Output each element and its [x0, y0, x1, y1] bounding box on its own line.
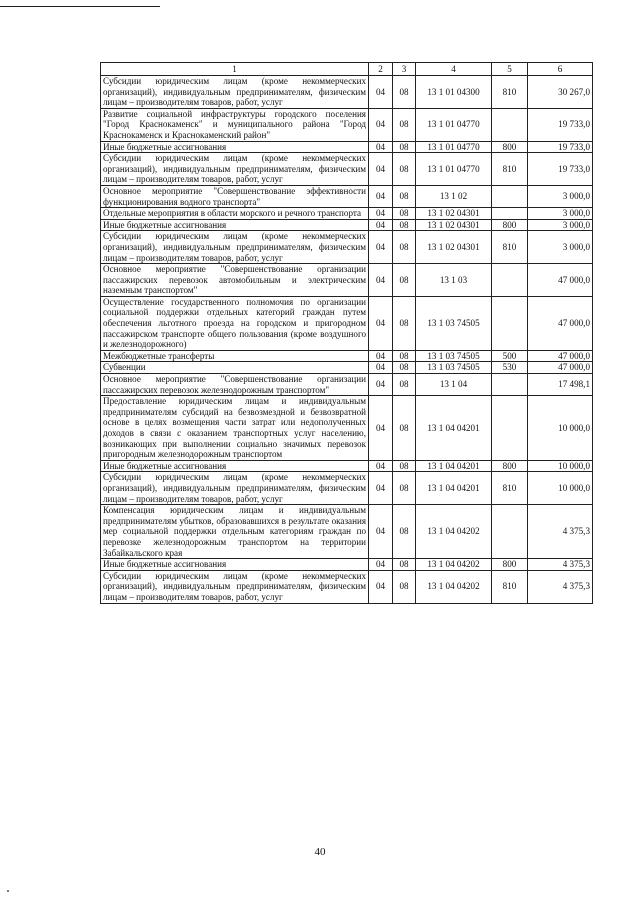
cell-subsection: 08: [393, 296, 416, 350]
cell-subsection: 08: [393, 108, 416, 141]
cell-amount: 10 000,0: [528, 460, 593, 472]
cell-subsection: 08: [393, 362, 416, 374]
table-row: [101, 76, 593, 109]
cell-amount: 3 000,0: [528, 231, 593, 264]
cell-section: 04: [369, 108, 393, 141]
cell-name: Иные бюджетные ассигнования: [101, 460, 369, 472]
cell-section: 04: [369, 208, 393, 220]
cell-expense-type: 800: [492, 219, 528, 231]
cell-name: Субсидии юридическим лицам (кроме некоммерческих организаций), индивидуальным предпринимателям, физическим лицам – производителям товаров, работ, услуг: [101, 76, 369, 109]
cell-amount: 19 733,0: [528, 108, 593, 141]
cell-target-article: 13 1 04 04202: [416, 559, 492, 571]
cell-amount: 4 375,3: [528, 559, 593, 571]
cell-section: 04: [369, 76, 393, 109]
cell-subsection: 08: [393, 396, 416, 461]
cell-expense-type: 810: [492, 76, 528, 109]
cell-name: Субсидии юридическим лицам (кроме некоммерческих организаций), индивидуальным предпринимателям, физическим лицам – производителям товаров, работ, услуг: [101, 472, 369, 505]
table-row: [101, 505, 593, 559]
table-row: [101, 570, 593, 603]
cell-name: Субсидии юридическим лицам (кроме некоммерческих организаций), индивидуальным предпринимателям, физическим лицам – производителям товаров, работ, услуг: [101, 153, 369, 186]
cell-name: Компенсация юридическим лицам и индивидуальным предпринимателям убытков, образовавшихся в результате оказания мер социальной поддержки отдельным категориям граждан по перевозке железнодорожным транспортом на территории Забайкальского края: [101, 505, 369, 559]
scan-mark: [7, 890, 9, 892]
cell-expense-type: 800: [492, 141, 528, 153]
cell-amount: 47 000,0: [528, 350, 593, 362]
cell-amount: 3 000,0: [528, 219, 593, 231]
cell-subsection: 08: [393, 472, 416, 505]
cell-amount: 19 733,0: [528, 153, 593, 186]
page-number: 40: [314, 846, 326, 858]
cell-name: Иные бюджетные ассигнования: [101, 219, 369, 231]
cell-target-article: 13 1 01 04770: [416, 108, 492, 141]
cell-section: 04: [369, 264, 393, 297]
cell-subsection: 08: [393, 141, 416, 153]
cell-expense-type: 810: [492, 153, 528, 186]
table-row: [101, 185, 593, 207]
cell-name: Межбюджетные трансферты: [101, 350, 369, 362]
cell-expense-type: 530: [492, 362, 528, 374]
cell-expense-type: [492, 185, 528, 207]
table-row: [101, 472, 593, 505]
cell-target-article: 13 1 03 74505: [416, 296, 492, 350]
cell-name: Отдельные мероприятия в области морского и речного транспорта: [101, 208, 369, 220]
table-row: [101, 153, 593, 186]
table-row: [101, 141, 593, 153]
column-header: 4: [416, 63, 492, 76]
table-row: [101, 219, 593, 231]
cell-expense-type: 500: [492, 350, 528, 362]
cell-name: Основное мероприятие "Совершенствование организации пассажирских перевозок автомобильным и электрическим наземным транспортом": [101, 264, 369, 297]
cell-target-article: 13 1 04: [416, 374, 492, 396]
cell-subsection: 08: [393, 350, 416, 362]
column-header: 1: [101, 63, 369, 76]
cell-subsection: 08: [393, 570, 416, 603]
cell-expense-type: [492, 264, 528, 297]
column-header: 2: [369, 63, 393, 76]
cell-name: Основное мероприятие "Совершенствование эффективности функционирования водного транспорта": [101, 185, 369, 207]
cell-expense-type: [492, 208, 528, 220]
cell-expense-type: 800: [492, 460, 528, 472]
table-row: [101, 396, 593, 461]
cell-expense-type: [492, 374, 528, 396]
cell-target-article: 13 1 01 04770: [416, 141, 492, 153]
cell-section: 04: [369, 570, 393, 603]
cell-subsection: 08: [393, 153, 416, 186]
cell-amount: 4 375,3: [528, 570, 593, 603]
cell-section: 04: [369, 472, 393, 505]
cell-amount: 47 000,0: [528, 264, 593, 297]
cell-section: 04: [369, 460, 393, 472]
cell-section: 04: [369, 185, 393, 207]
cell-subsection: 08: [393, 219, 416, 231]
table-row: [101, 374, 593, 396]
cell-expense-type: [492, 505, 528, 559]
cell-subsection: 08: [393, 76, 416, 109]
table-body: [101, 76, 593, 604]
cell-section: 04: [369, 396, 393, 461]
table-header-row: [101, 63, 593, 76]
table-row: [101, 362, 593, 374]
table-row: [101, 559, 593, 571]
cell-expense-type: 800: [492, 559, 528, 571]
table-row: [101, 108, 593, 141]
cell-amount: 19 733,0: [528, 141, 593, 153]
cell-amount: 4 375,3: [528, 505, 593, 559]
cell-target-article: 13 1 04 04201: [416, 460, 492, 472]
cell-name: Субсидии юридическим лицам (кроме некоммерческих организаций), индивидуальным предпринимателям, физическим лицам – производителям товаров, работ, услуг: [101, 231, 369, 264]
table-row: [101, 264, 593, 297]
cell-section: 04: [369, 362, 393, 374]
cell-section: 04: [369, 559, 393, 571]
column-header: 5: [492, 63, 528, 76]
cell-section: 04: [369, 219, 393, 231]
cell-amount: 10 000,0: [528, 396, 593, 461]
cell-amount: 30 267,0: [528, 76, 593, 109]
cell-subsection: 08: [393, 374, 416, 396]
cell-section: 04: [369, 505, 393, 559]
cell-amount: 10 000,0: [528, 472, 593, 505]
cell-target-article: 13 1 02 04301: [416, 231, 492, 264]
cell-subsection: 08: [393, 185, 416, 207]
cell-subsection: 08: [393, 460, 416, 472]
cell-expense-type: 810: [492, 472, 528, 505]
cell-section: 04: [369, 231, 393, 264]
cell-subsection: 08: [393, 264, 416, 297]
cell-name: Субвенции: [101, 362, 369, 374]
cell-name: Осуществление государственного полномочия по организации социальной поддержки отдельных категорий граждан путем обеспечения льготного проезда на городском и пригородном пассажирском транспорте общего пользования (кроме воздушного и железнодорожного): [101, 296, 369, 350]
top-margin-rule: [0, 6, 160, 7]
budget-allocation-table: [100, 62, 593, 604]
cell-amount: 47 000,0: [528, 362, 593, 374]
cell-section: 04: [369, 141, 393, 153]
cell-target-article: 13 1 04 04202: [416, 505, 492, 559]
column-header: 3: [393, 63, 416, 76]
cell-target-article: 13 1 03 74505: [416, 362, 492, 374]
cell-name: Основное мероприятие "Совершенствование организации пассажирских перевозок железнодорожным транспортом": [101, 374, 369, 396]
cell-section: 04: [369, 153, 393, 186]
cell-name: Иные бюджетные ассигнования: [101, 141, 369, 153]
cell-target-article: 13 1 04 04201: [416, 472, 492, 505]
cell-name: Субсидии юридическим лицам (кроме некоммерческих организаций), индивидуальным предпринимателям, физическим лицам – производителям товаров, работ, услуг: [101, 570, 369, 603]
cell-section: 04: [369, 296, 393, 350]
cell-amount: 17 498,1: [528, 374, 593, 396]
cell-section: 04: [369, 374, 393, 396]
cell-amount: 47 000,0: [528, 296, 593, 350]
cell-target-article: 13 1 02 04301: [416, 208, 492, 220]
table-row: [101, 296, 593, 350]
cell-expense-type: 810: [492, 570, 528, 603]
cell-amount: 3 000,0: [528, 208, 593, 220]
cell-target-article: 13 1 03: [416, 264, 492, 297]
cell-section: 04: [369, 350, 393, 362]
cell-target-article: 13 1 03 74505: [416, 350, 492, 362]
cell-name: Развитие социальной инфраструктуры городского поселения "Город Краснокаменск" и муниципального района "Город Краснокаменск и Краснокаменский район": [101, 108, 369, 141]
table-row: [101, 460, 593, 472]
cell-target-article: 13 1 04 04201: [416, 396, 492, 461]
cell-target-article: 13 1 02 04301: [416, 219, 492, 231]
cell-expense-type: [492, 296, 528, 350]
cell-subsection: 08: [393, 231, 416, 264]
cell-subsection: 08: [393, 208, 416, 220]
cell-target-article: 13 1 02: [416, 185, 492, 207]
cell-target-article: 13 1 04 04202: [416, 570, 492, 603]
table-row: [101, 231, 593, 264]
table-row: [101, 350, 593, 362]
cell-expense-type: [492, 396, 528, 461]
table-row: [101, 208, 593, 220]
cell-subsection: 08: [393, 559, 416, 571]
cell-expense-type: [492, 108, 528, 141]
column-header: 6: [528, 63, 593, 76]
cell-amount: 3 000,0: [528, 185, 593, 207]
cell-subsection: 08: [393, 505, 416, 559]
cell-name: Предоставление юридическим лицам и индивидуальным предпринимателям субсидий на безвозмездной и безвозвратной основе в целях возмещения части затрат или недополученных доходов в связи с оказанием транспортных услуг населению, возникающих при выполнении социально значимых перевозок пригородным железнодорожным транспортом: [101, 396, 369, 461]
cell-target-article: 13 1 01 04300: [416, 76, 492, 109]
cell-name: Иные бюджетные ассигнования: [101, 559, 369, 571]
cell-expense-type: 810: [492, 231, 528, 264]
cell-target-article: 13 1 01 04770: [416, 153, 492, 186]
